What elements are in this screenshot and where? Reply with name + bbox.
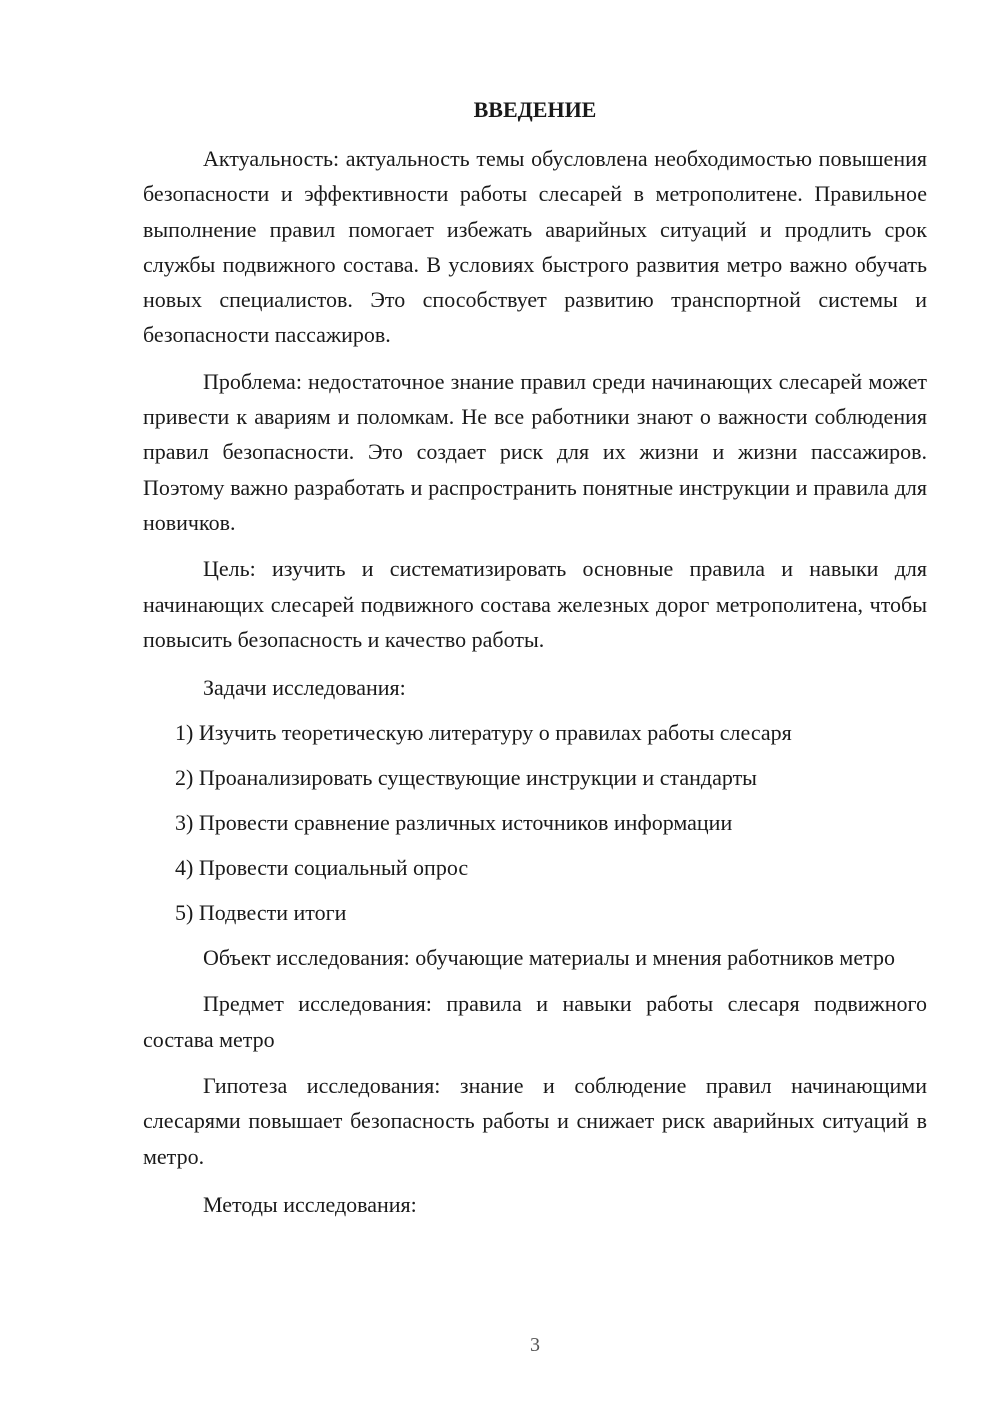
tasks-label: Задачи исследования: [203, 675, 406, 701]
list-item: 4) Провести социальный опрос [175, 855, 469, 881]
task-list [143, 715, 927, 930]
paragraph-problem: Проблема: недостаточное знание правил среди начинающих слесарей может привести к авариям и поломкам. Не все работники знают о важности соблюдения правил безопасности. Это создает риск для их жизни и жизни пассажиров. Поэтому важно разработать и распространить понятные инструкции и правила для новичков. [143, 368, 927, 535]
list-item: 5) Подвести итоги [175, 900, 347, 926]
methods-label: Методы исследования: [203, 1191, 417, 1217]
section-heading: ВВЕДЕНИЕ [473, 97, 597, 122]
paragraph-subject: Предмет исследования: правила и навыки работы слесаря подвижного состава метро [143, 991, 927, 1052]
paragraph-hypothesis: Гипотеза исследования: знание и соблюдение правил начинающими слесарями повышает безопасность работы и снижает риск аварийных ситуаций в метро. [143, 1073, 927, 1169]
page-number: 3 [530, 1334, 540, 1356]
paragraph-relevance: Актуальность: актуальность темы обусловлена необходимостью повышения безопасности и эффективности работы слесарей в метрополитене. Правильное выполнение правил помогает избежать аварийных ситуаций и продлить срок службы подвижного состава. В условиях быстрого развития метро важно обучать новых специалистов. Это способствует развитию транспортной системы и безопасности пассажиров. [143, 146, 927, 348]
list-item: 3) Провести сравнение различных источников информации [175, 810, 733, 836]
list-item: 2) Проанализировать существующие инструкции и стандарты [175, 765, 757, 791]
paragraph-object: Объект исследования: обучающие материалы и мнения работников метро [203, 945, 895, 971]
paragraph-goal: Цель: изучить и систематизировать основные правила и навыки для начинающих слесарей подвижного состава железных дорог метрополитена, чтобы повысить безопасность и качество работы. [143, 556, 927, 652]
list-item: 1) Изучить теоретическую литературу о правилах работы слесаря [175, 720, 792, 746]
page-content [143, 95, 927, 1232]
